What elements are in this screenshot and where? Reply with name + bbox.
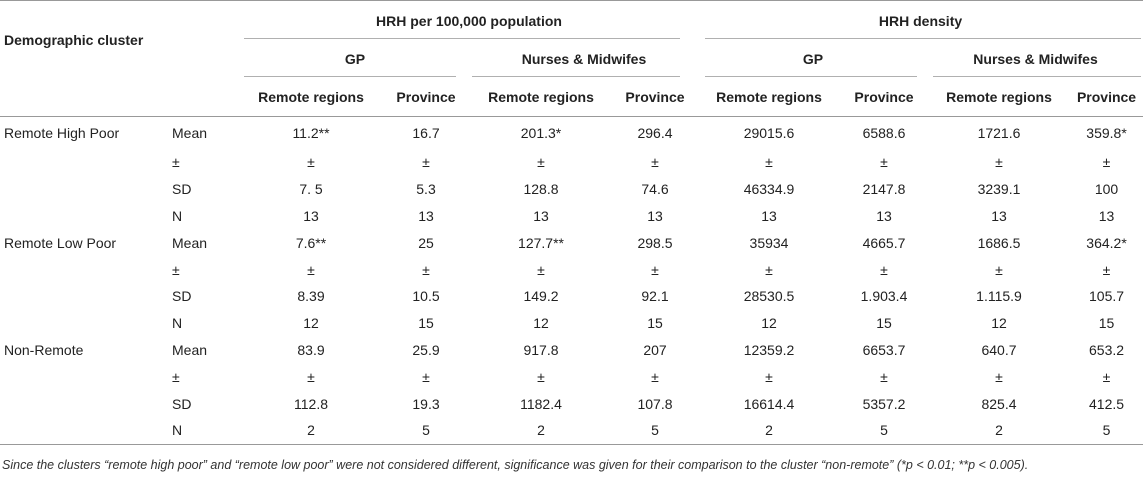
table-cell: 13 — [533, 207, 549, 224]
table-cell: ± — [307, 368, 315, 385]
table-row — [0, 176, 1143, 203]
table-cell: 12 — [761, 315, 777, 332]
table-cell: 5357.2 — [862, 395, 906, 412]
table-cell: 74.6 — [641, 181, 669, 198]
table-cell: 825.4 — [981, 395, 1017, 412]
stat-label: ± — [172, 261, 180, 278]
table-cell: 1.115.9 — [976, 288, 1022, 305]
table-cell: ± — [995, 368, 1003, 385]
header-remote: Remote regions — [258, 89, 364, 105]
stat-label: Mean — [172, 341, 208, 358]
table-cell: 16614.4 — [743, 395, 795, 412]
stat-label: ± — [172, 368, 180, 385]
table-cell: 7.6** — [295, 234, 327, 251]
table-cell: 3239.1 — [977, 181, 1021, 198]
table-cell: 201.3* — [520, 125, 562, 141]
header-underline — [705, 76, 917, 77]
table-cell: 4665.7 — [862, 234, 906, 251]
table-cell: ± — [1102, 368, 1111, 385]
cluster-name: Remote High Poor — [4, 125, 120, 141]
cluster-name: Remote Low Poor — [4, 234, 117, 251]
table-cell: ± — [651, 154, 659, 171]
table-cell: ± — [995, 154, 1003, 171]
table-cell: 19.3 — [412, 395, 440, 412]
table-cell: 15 — [876, 315, 892, 332]
table-cell: ± — [537, 368, 545, 385]
table-cell: 92.1 — [641, 288, 669, 305]
table-cell: 298.5 — [637, 234, 673, 251]
table-cell: 25 — [418, 234, 434, 251]
table-row — [0, 117, 1143, 150]
table-row — [0, 310, 1143, 337]
table-cell: 1686.5 — [977, 234, 1021, 251]
footnote: Since the clusters “remote high poor” and “remote low poor” were not considered different, significance was given for their comparison to the cluster “non-remote” (*p < 0.01; **p < 0.005). — [2, 458, 1029, 472]
stat-label: N — [172, 422, 183, 439]
table-cell: 29015.6 — [743, 125, 795, 141]
table-cell: 13 — [303, 207, 319, 224]
table-cell: 105.7 — [1089, 288, 1125, 305]
table-cell: 112.8 — [294, 395, 328, 412]
table-cell: ± — [765, 154, 773, 171]
table-cell: 16.7 — [412, 125, 440, 141]
table-cell: 107.8 — [637, 395, 673, 412]
table-row — [0, 390, 1143, 417]
stat-label: Mean — [172, 234, 208, 251]
table-row — [0, 203, 1143, 230]
table-cell: 2 — [537, 422, 545, 439]
table-cell: 653.2 — [1089, 341, 1125, 358]
table-cell: ± — [880, 261, 888, 278]
table-cell: 83.9 — [297, 341, 325, 358]
header-province: Province — [396, 89, 456, 105]
table-cell: 13 — [418, 207, 434, 224]
table-cell: 917.8 — [523, 341, 559, 358]
stat-label: SD — [172, 181, 192, 198]
header-remote: Remote regions — [716, 89, 822, 105]
table-cell: 1.903.4 — [860, 288, 908, 305]
table-row — [0, 363, 1143, 390]
table-cell: ± — [1102, 154, 1111, 171]
table-cell: 128.8 — [523, 181, 559, 198]
table-cell: 15 — [647, 315, 663, 332]
table-cell: ± — [307, 261, 315, 278]
table-cell: 8.39 — [297, 288, 325, 305]
table-cell: 149.2 — [523, 288, 559, 305]
table-cell: 13 — [991, 207, 1007, 224]
header-gp-1: GP — [344, 51, 366, 67]
table-cell: 5 — [422, 422, 430, 439]
stat-label: SD — [172, 288, 192, 305]
table-cell: 127.7** — [518, 234, 564, 251]
table-cell: ± — [537, 154, 545, 171]
table-cell: 359.8* — [1086, 125, 1127, 141]
header-remote: Remote regions — [946, 89, 1052, 105]
table-cell: 412.5 — [1089, 395, 1125, 412]
table-cell: ± — [422, 368, 430, 385]
table-cell: 6588.6 — [862, 125, 906, 141]
header-underline — [472, 76, 680, 77]
table-cell: ± — [995, 261, 1003, 278]
table-cell: 364.2* — [1086, 234, 1127, 251]
table-cell: ± — [880, 368, 888, 385]
table-row — [0, 256, 1143, 283]
header-province: Province — [1076, 89, 1137, 105]
table-cell: ± — [651, 368, 659, 385]
table-cell: ± — [765, 368, 773, 385]
table-cell: 10.5 — [412, 288, 440, 305]
header-underline — [244, 38, 680, 39]
table-cell: 1721.6 — [977, 125, 1021, 141]
table-row — [0, 149, 1143, 176]
header-nurses-1: Nurses & Midwifes — [521, 51, 647, 67]
table-cell: ± — [880, 154, 888, 171]
table-cell: 6653.7 — [862, 341, 906, 358]
header-remote: Remote regions — [488, 89, 594, 105]
table-cell: 2 — [995, 422, 1003, 439]
header-gp-2: GP — [802, 51, 824, 67]
header-group-density: HRH density — [878, 12, 963, 29]
table-cell: 13 — [647, 207, 663, 224]
table-cell: 207 — [643, 341, 667, 358]
table-cell: 13 — [1098, 207, 1115, 224]
table-cell: 25.9 — [412, 341, 440, 358]
table-cell: 13 — [876, 207, 892, 224]
table-cell: 296.4 — [637, 125, 673, 141]
table-row — [0, 283, 1143, 310]
table-row — [0, 417, 1143, 444]
table-cell: 7. 5 — [299, 181, 323, 198]
table-cell: 5.3 — [416, 181, 436, 198]
table-cell: ± — [537, 261, 545, 278]
stat-label: ± — [172, 154, 180, 171]
header-underline — [933, 76, 1141, 77]
table-cell: ± — [651, 261, 659, 278]
table-cell: 11.2** — [292, 125, 330, 141]
table-cell: ± — [307, 154, 315, 171]
table-body — [0, 117, 1143, 445]
stat-label: N — [172, 315, 183, 332]
stat-label: SD — [172, 395, 192, 412]
table-cell: 13 — [761, 207, 777, 224]
table-cell: 28530.5 — [743, 288, 795, 305]
header-cluster: Demographic cluster — [4, 31, 144, 48]
cluster-name: Non-Remote — [4, 341, 84, 358]
header-province: Province — [625, 89, 685, 105]
table-cell: 35934 — [749, 234, 789, 251]
table-cell: 1182.4 — [520, 395, 562, 412]
stat-label: N — [172, 207, 183, 224]
table-row — [0, 337, 1143, 364]
table-row — [0, 229, 1143, 256]
table-cell: 5 — [1102, 422, 1111, 439]
table-cell: 2147.8 — [862, 181, 906, 198]
header-group-per-100k: HRH per 100,000 population — [376, 12, 562, 29]
header-nurses-2: Nurses & Midwifes — [973, 51, 1098, 67]
header-underline — [705, 38, 1141, 39]
header-underline — [244, 76, 456, 77]
table-cell: ± — [765, 261, 773, 278]
table-cell: ± — [422, 154, 430, 171]
stat-label: Mean — [172, 125, 208, 141]
table-cell: 12 — [533, 315, 549, 332]
table-cell: ± — [422, 261, 430, 278]
table-cell: 12 — [303, 315, 319, 332]
table-cell: 12359.2 — [743, 341, 795, 358]
table-cell: 2 — [765, 422, 773, 439]
header-province: Province — [854, 89, 914, 105]
table-cell: 2 — [307, 422, 315, 439]
table-cell: 15 — [1098, 315, 1115, 332]
table-cell: ± — [1102, 261, 1111, 278]
table-cell: 15 — [418, 315, 434, 332]
table-cell: 5 — [651, 422, 659, 439]
table-cell: 12 — [991, 315, 1007, 332]
table-cell: 5 — [880, 422, 888, 439]
table-cell: 100 — [1094, 181, 1119, 198]
table-cell: 640.7 — [981, 341, 1017, 358]
table-cell: 46334.9 — [743, 181, 795, 198]
